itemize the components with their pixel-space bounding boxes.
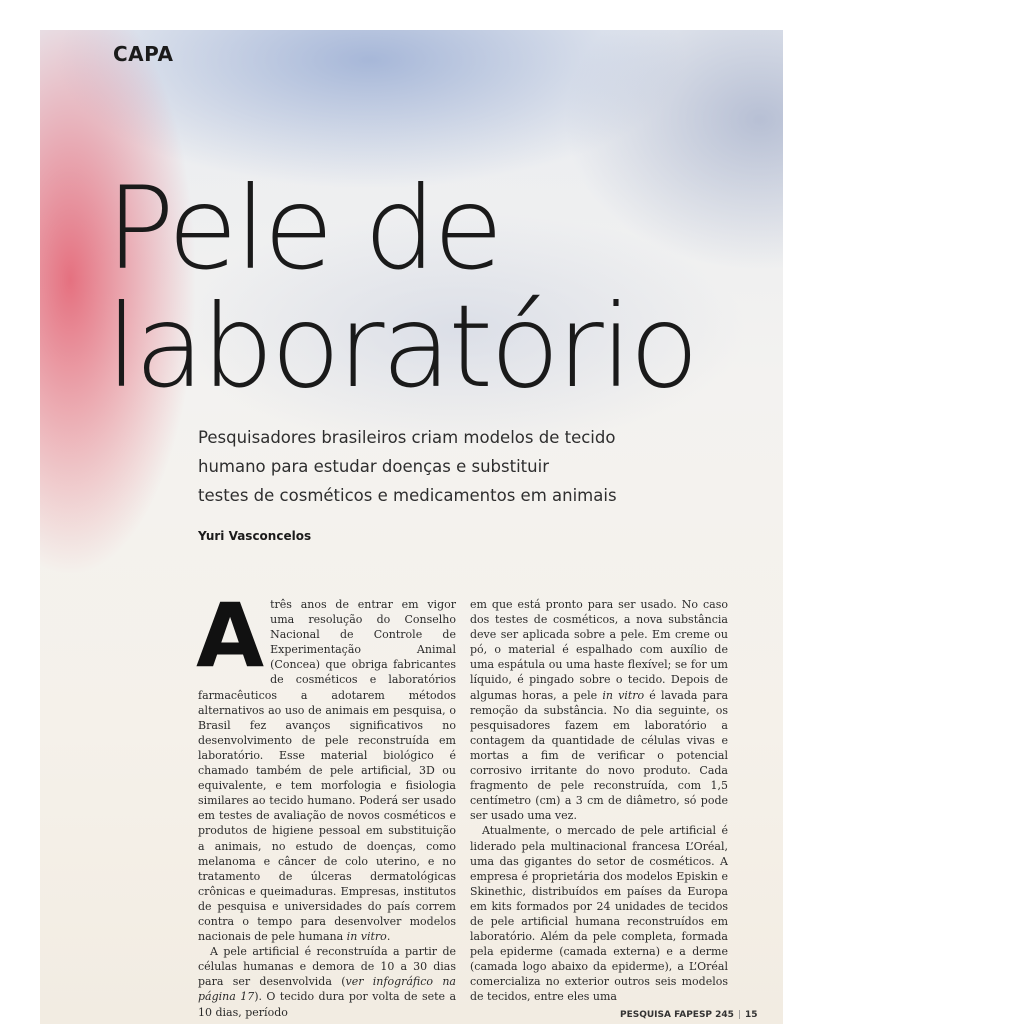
paragraph: Atualmente, o mercado de pele artificial é liderado pela multinacional francesa L’Oréal, uma das gigantes do setor de cosméticos. A empresa é proprietária dos modelos Episkin e Skinethic, distribuídos em países da Europa em kits formados por 24 unidades de tecidos de pele artificial humana reconstruídos em laboratório. Além da pele completa, formada pela epiderme (camada externa) e a derme (camada logo abaixo da epiderme), a L’Oréal comercializa no exterior outros seis modelos de tecidos, entre eles uma	[470, 824, 728, 1004]
paragraph-text: .	[386, 930, 391, 944]
subtitle-line-2: humano para estudar doenças e substituir	[198, 457, 549, 476]
italic-text: in vitro	[346, 930, 387, 944]
magazine-page	[40, 30, 783, 1024]
body-column-2	[470, 597, 728, 1005]
paragraph-text: em que está pronto para ser usado. No caso dos testes de cosméticos, a nova substância deve ser aplicada sobre a pele. Em creme ou pó, o material é espalhado com auxílio de uma espátula ou uma haste flexível; se for um líquido, é pingado sobre o tecido. Depois de algumas horas, a pele	[470, 598, 728, 702]
body-column-1	[196, 584, 456, 1020]
italic-text: ver infográfico na página 17	[198, 975, 456, 1004]
section-label: CAPA	[113, 42, 174, 66]
italic-text: in vitro	[602, 688, 645, 702]
paragraph-text: A pele artificial é reconstruída a partir de células humanas e demora de 10 a 30 dias para ser desenvolvida (	[198, 945, 456, 989]
paragraph	[470, 597, 728, 823]
publication-name: PESQUISA FAPESP 245	[620, 1010, 734, 1020]
subtitle-line-3: testes de cosméticos e medicamentos em animais	[198, 486, 617, 505]
title-line-1: Pele de	[106, 162, 501, 295]
page-number: 15	[744, 1010, 758, 1020]
title-line-2: laboratório	[106, 280, 697, 413]
paragraph-text: ). O tecido dura por volta de sete a 10 dias, período	[198, 990, 456, 1019]
paragraph-text: é lavada para remoção da substância. No dia seguinte, os pesquisadores fazem em laboratório a contagem da quantidade de células vivas e mortas a fim de verificar o potencial corrosivo irritante do novo produto. Cada fragmento de pele reconstruída, com 1,5 centímetro (cm) a 3 cm de diâmetro, só pode ser usado uma vez.	[470, 688, 728, 823]
paragraph	[196, 584, 456, 944]
subtitle-line-1: Pesquisadores brasileiros criam modelos de tecido	[198, 428, 616, 447]
article-subtitle	[198, 423, 648, 510]
paragraph-text: três anos de entrar em vigor uma resolução do Conselho Nacional de Controle de Experimentação Animal (Concea) que obriga fabricantes de cosméticos e laboratórios farmacêuticos a adotarem métodos alternativos ao uso de animais em pesquisa, o Brasil fez avanços significativos no desenvolvimento de pele reconstruída em laboratório. Esse material biológico é chamado também de pele artificial, 3D ou equivalente, e tem morfologia e fisiologia similares ao tecido humano. Poderá ser usado em testes de avaliação de novos cosméticos e produtos de higiene pessoal em substituição a animais, no estudo de doenças, como melanoma e câncer de colo uterino, e no tratamento de úlceras dermatológicas crônicas e queimaduras. Empresas, institutos de pesquisa e universidades do país correm contra o tempo para desenvolver modelos nacionais de pele humana	[198, 598, 456, 944]
article-title	[106, 162, 697, 413]
footer-separator: |	[737, 1010, 741, 1020]
author-byline: Yuri Vasconcelos	[198, 529, 312, 543]
paragraph	[198, 944, 456, 1019]
page-footer	[620, 1010, 758, 1020]
drop-cap: A	[196, 584, 265, 687]
